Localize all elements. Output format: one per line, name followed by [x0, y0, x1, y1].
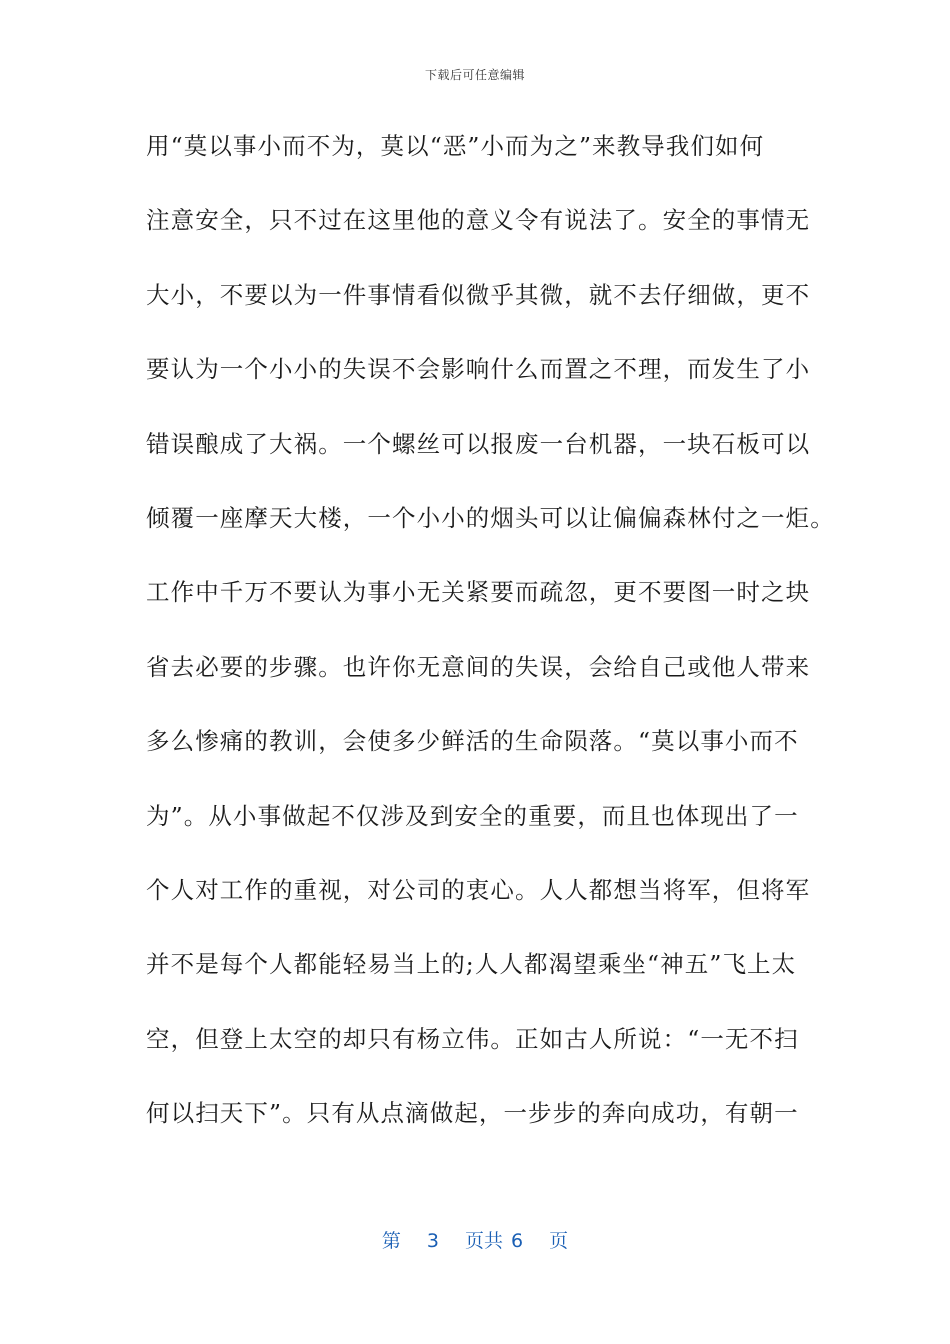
paragraph-line: 何以扫天下”。只有从点滴做起，一步步的奔向成功，有朝一 — [146, 1099, 799, 1128]
footer-prefix: 第 — [381, 1230, 401, 1252]
paragraph-line: 错误酿成了大祸。一个螺丝可以报废一台机器，一块石板可以 — [146, 429, 811, 458]
footer-total-pages: 6 — [511, 1230, 524, 1252]
paragraph-line: 省去必要的步骤。也许你无意间的失误，会给自己或他人带来 — [146, 652, 811, 681]
paragraph-line: 为”。从小事做起不仅涉及到安全的重要，而且也体现出了一 — [146, 801, 799, 830]
paragraph-line: 倾覆一座摩天大楼，一个小小的烟头可以让偏偏森林付之一炬。 — [146, 503, 835, 532]
paragraph-line: 工作中千万不要认为事小无关紧要而疏忽，更不要图一时之块 — [146, 578, 811, 607]
page-footer — [0, 1226, 950, 1253]
header-note: 下载后可任意编辑 — [424, 68, 525, 82]
footer-current-page: 3 — [426, 1230, 439, 1252]
paragraph-line: 大小，不要以为一件事情看似微乎其微，就不去仔细做，更不 — [146, 280, 811, 309]
footer-middle: 页共 — [464, 1230, 503, 1252]
footer-suffix: 页 — [549, 1230, 569, 1252]
paragraph-line: 并不是每个人都能轻易当上的;人人都渴望乘坐“神五”飞上太 — [146, 950, 797, 979]
paragraph-line: 注意安全，只不过在这里他的意义令有说法了。安全的事情无 — [146, 206, 811, 235]
paragraph-line: 要认为一个小小的失误不会影响什么而置之不理，而发生了小 — [146, 355, 811, 384]
paragraph-line: 空，但登上太空的却只有杨立伟。正如古人所说：“一无不扫 — [146, 1024, 799, 1053]
paragraph-line: 个人对工作的重视，对公司的衷心。人人都想当将军，但将军 — [146, 875, 811, 904]
document-body — [146, 120, 835, 1161]
paragraph-line: 多么惨痛的教训，会使多少鲜活的生命陨落。“莫以事小而不 — [146, 727, 799, 756]
paragraph-line: 用“莫以事小而不为，莫以“恶”小而为之”来教导我们如何 — [146, 132, 765, 160]
